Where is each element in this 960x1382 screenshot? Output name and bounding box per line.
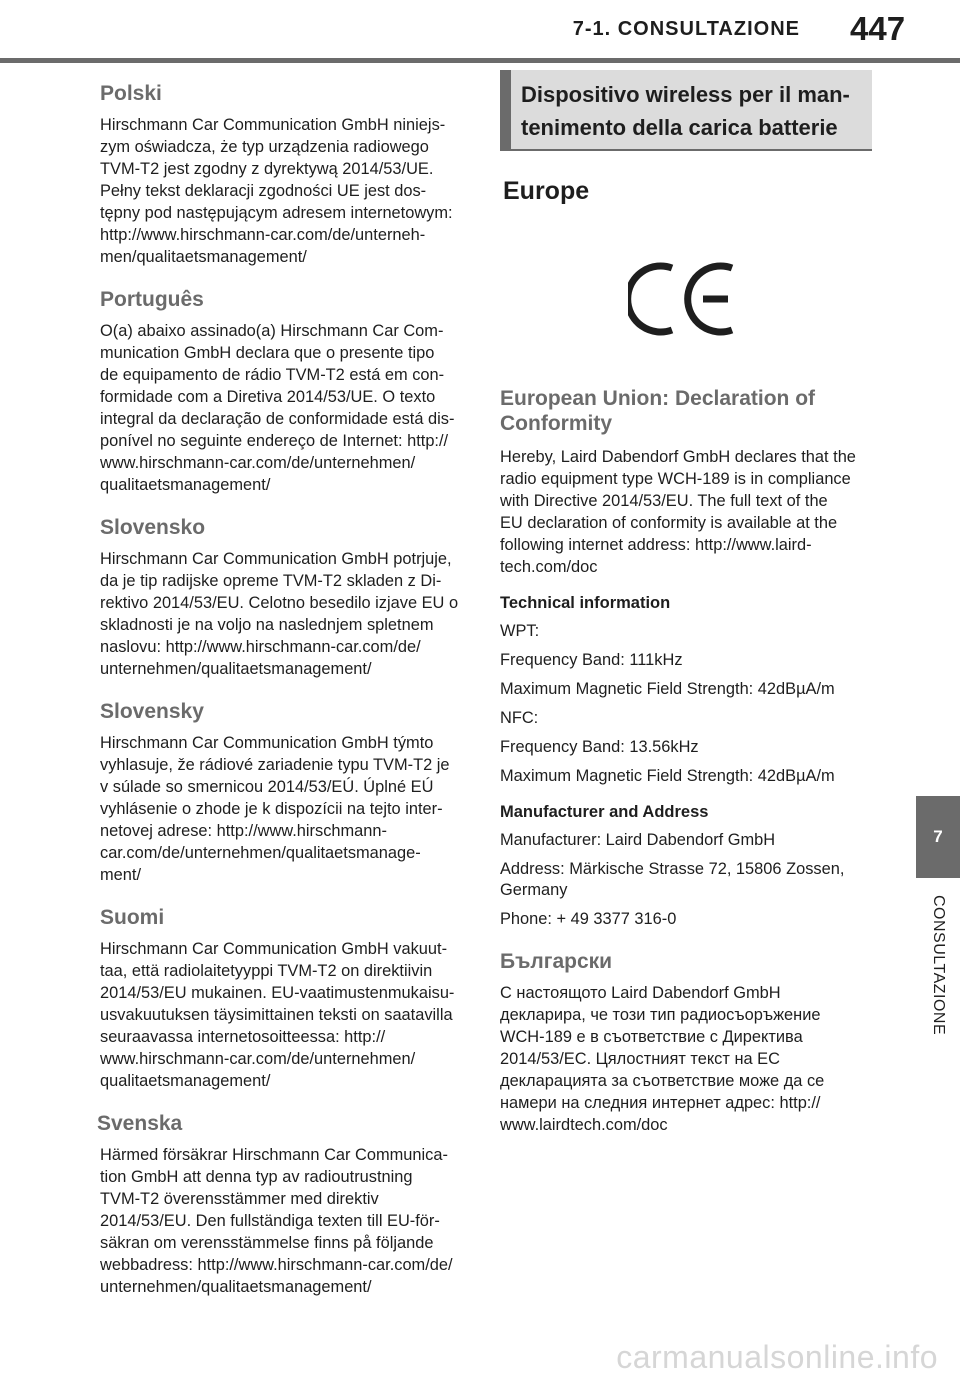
section-title: 7-1. CONSULTAZIONE	[572, 18, 800, 40]
heading-line: Conformity	[500, 412, 612, 435]
section-text: Hirschmann Car Communication GmbH týmto vyhlasuje, že rádiové zariadenie typu TVM-T2 je v súlade so smernicou 2014/53/EÚ. Úplné EÚ vyhlásenie o zhode je k dispozícii na tejto inter- netovej adrese: http://www.hirschmann- car.com/de/unternehmen/qualitaetsmanage- ment/	[100, 734, 450, 884]
region-heading: Europe	[503, 177, 590, 205]
section-suomi	[100, 906, 462, 1092]
manufacturer-line: Address: Märkische Strasse 72, 15806 Zossen, Germany	[500, 860, 845, 899]
manufacturer-heading: Manufacturer and Address	[500, 803, 709, 821]
watermark: carmanualsonline.info	[616, 1339, 938, 1375]
section-heading: Polski	[100, 82, 162, 105]
topic-banner	[500, 70, 872, 151]
chapter-label: CONSULTAZIONE	[930, 895, 947, 1036]
section-heading: Svenska	[97, 1112, 183, 1135]
heading-line: European Union: Declaration of	[500, 387, 816, 410]
tech-line: WPT:	[500, 622, 540, 640]
manufacturer-line: Manufacturer: Laird Dabendorf GmbH	[500, 831, 776, 849]
section-heading-bulgarian: Български	[500, 950, 613, 973]
banner-line: tenimento della carica batterie	[521, 115, 838, 140]
right-column	[500, 70, 872, 1136]
section-slovensky	[100, 700, 462, 886]
section-portugues	[100, 288, 462, 496]
ce-mark-icon	[628, 260, 738, 338]
eu-declaration-text: Hereby, Laird Dabendorf GmbH declares that the radio equipment type WCH-189 is in compliance with Directive 2014/53/EU. The full text of the EU declaration of conformity is available at the following internet address: http://www.laird- tech.com/doc	[500, 448, 856, 576]
eu-declaration-heading	[500, 386, 872, 436]
section-text: Hirschmann Car Communication GmbH niniejs- zym oświadcza, że typ urządzenia radiowego TVM-T2 jest zgodny z dyrektywą 2014/53/UE. Pełny tekst deklaracji zgodności UE jest dos- tępny pod następującym adresem internetowym: http://www.hirschmann-car.com/de/unterneh- men/qualitaetsmanagement/	[100, 116, 453, 266]
section-slovensko	[100, 516, 462, 680]
tech-line: Frequency Band: 111kHz	[500, 651, 683, 669]
left-column	[97, 82, 462, 1318]
tech-line: NFC:	[500, 709, 539, 727]
tech-line: Maximum Magnetic Field Strength: 42dBµA/m	[500, 680, 835, 698]
technical-info-heading: Technical information	[500, 594, 671, 612]
page-number: 447	[850, 10, 906, 47]
section-text: Härmed försäkrar Hirschmann Car Communica- tion GmbH att denna typ av radioutrustning TVM-T2 överensstämmer med direktiv 2014/53/EU. Den fullständiga texten till EU-för- säkran om verensstämmelse finns på följande webbadress: http://www.hirschmann-car.com/de/ unternehmen/qualitaetsmanagement/	[100, 1146, 453, 1296]
chapter-tab: 7	[916, 796, 960, 878]
section-heading: Slovensko	[100, 516, 206, 539]
header-divider	[0, 58, 960, 63]
section-text: O(a) abaixo assinado(a) Hirschmann Car Com- munication GmbH declara que o presente tipo de equipamento de rádio TVM-T2 está em con- formidade com a Diretiva 2014/53/UE. O texto integral da declaração de conformidade está dis- ponível no seguinte endereço de Internet: http:// www.hirschmann-car.com/de/unternehmen/ qualitaetsmanagement/	[100, 322, 455, 494]
section-polski	[100, 82, 462, 268]
section-heading: Slovensky	[100, 700, 204, 723]
section-heading: Português	[100, 288, 204, 311]
section-text: Hirschmann Car Communication GmbH potrjuje, da je tip radijske opreme TVM-T2 skladen z Di- rektivo 2014/53/EU. Celotno besedilo izjave EU o skladnosti je na voljo na naslednjem spletnem naslovu: http://www.hirschmann-car.com/de/ unternehmen/qualitaetsmanagement/	[100, 550, 459, 678]
section-text: Hirschmann Car Communication GmbH vakuut- taa, että radiolaitetyyppi TVM-T2 on direktiivin 2014/53/EU mukainen. EU-vaatimustenmukaisu- usvakuutuksen täysimittainen teksti on saatavilla seuraavassa internetosoitteessa: http:// www.hirschmann-car.com/de/unternehmen/ qualitaetsmanagement/	[100, 940, 455, 1090]
section-heading: Suomi	[100, 906, 165, 929]
tech-line: Frequency Band: 13.56kHz	[500, 738, 699, 756]
tech-line: Maximum Magnetic Field Strength: 42dBµA/m	[500, 767, 835, 785]
section-svenska	[97, 1112, 462, 1298]
manufacturer-line: Phone: + 49 3377 316-0	[500, 910, 677, 928]
ce-mark-area	[500, 206, 872, 366]
bulgarian-text: С настоящото Laird Dabendorf GmbH декларира, че този тип радиосъоръжение WCH-189 е в съответствие с Директива 2014/53/ЕС. Цялостният текст на ЕС декларацията за съответствие може да се намери на следния интернет адрес: http:// www.lairdtech.com/doc	[500, 984, 825, 1134]
banner-line: Dispositivo wireless per il man-	[521, 82, 850, 107]
